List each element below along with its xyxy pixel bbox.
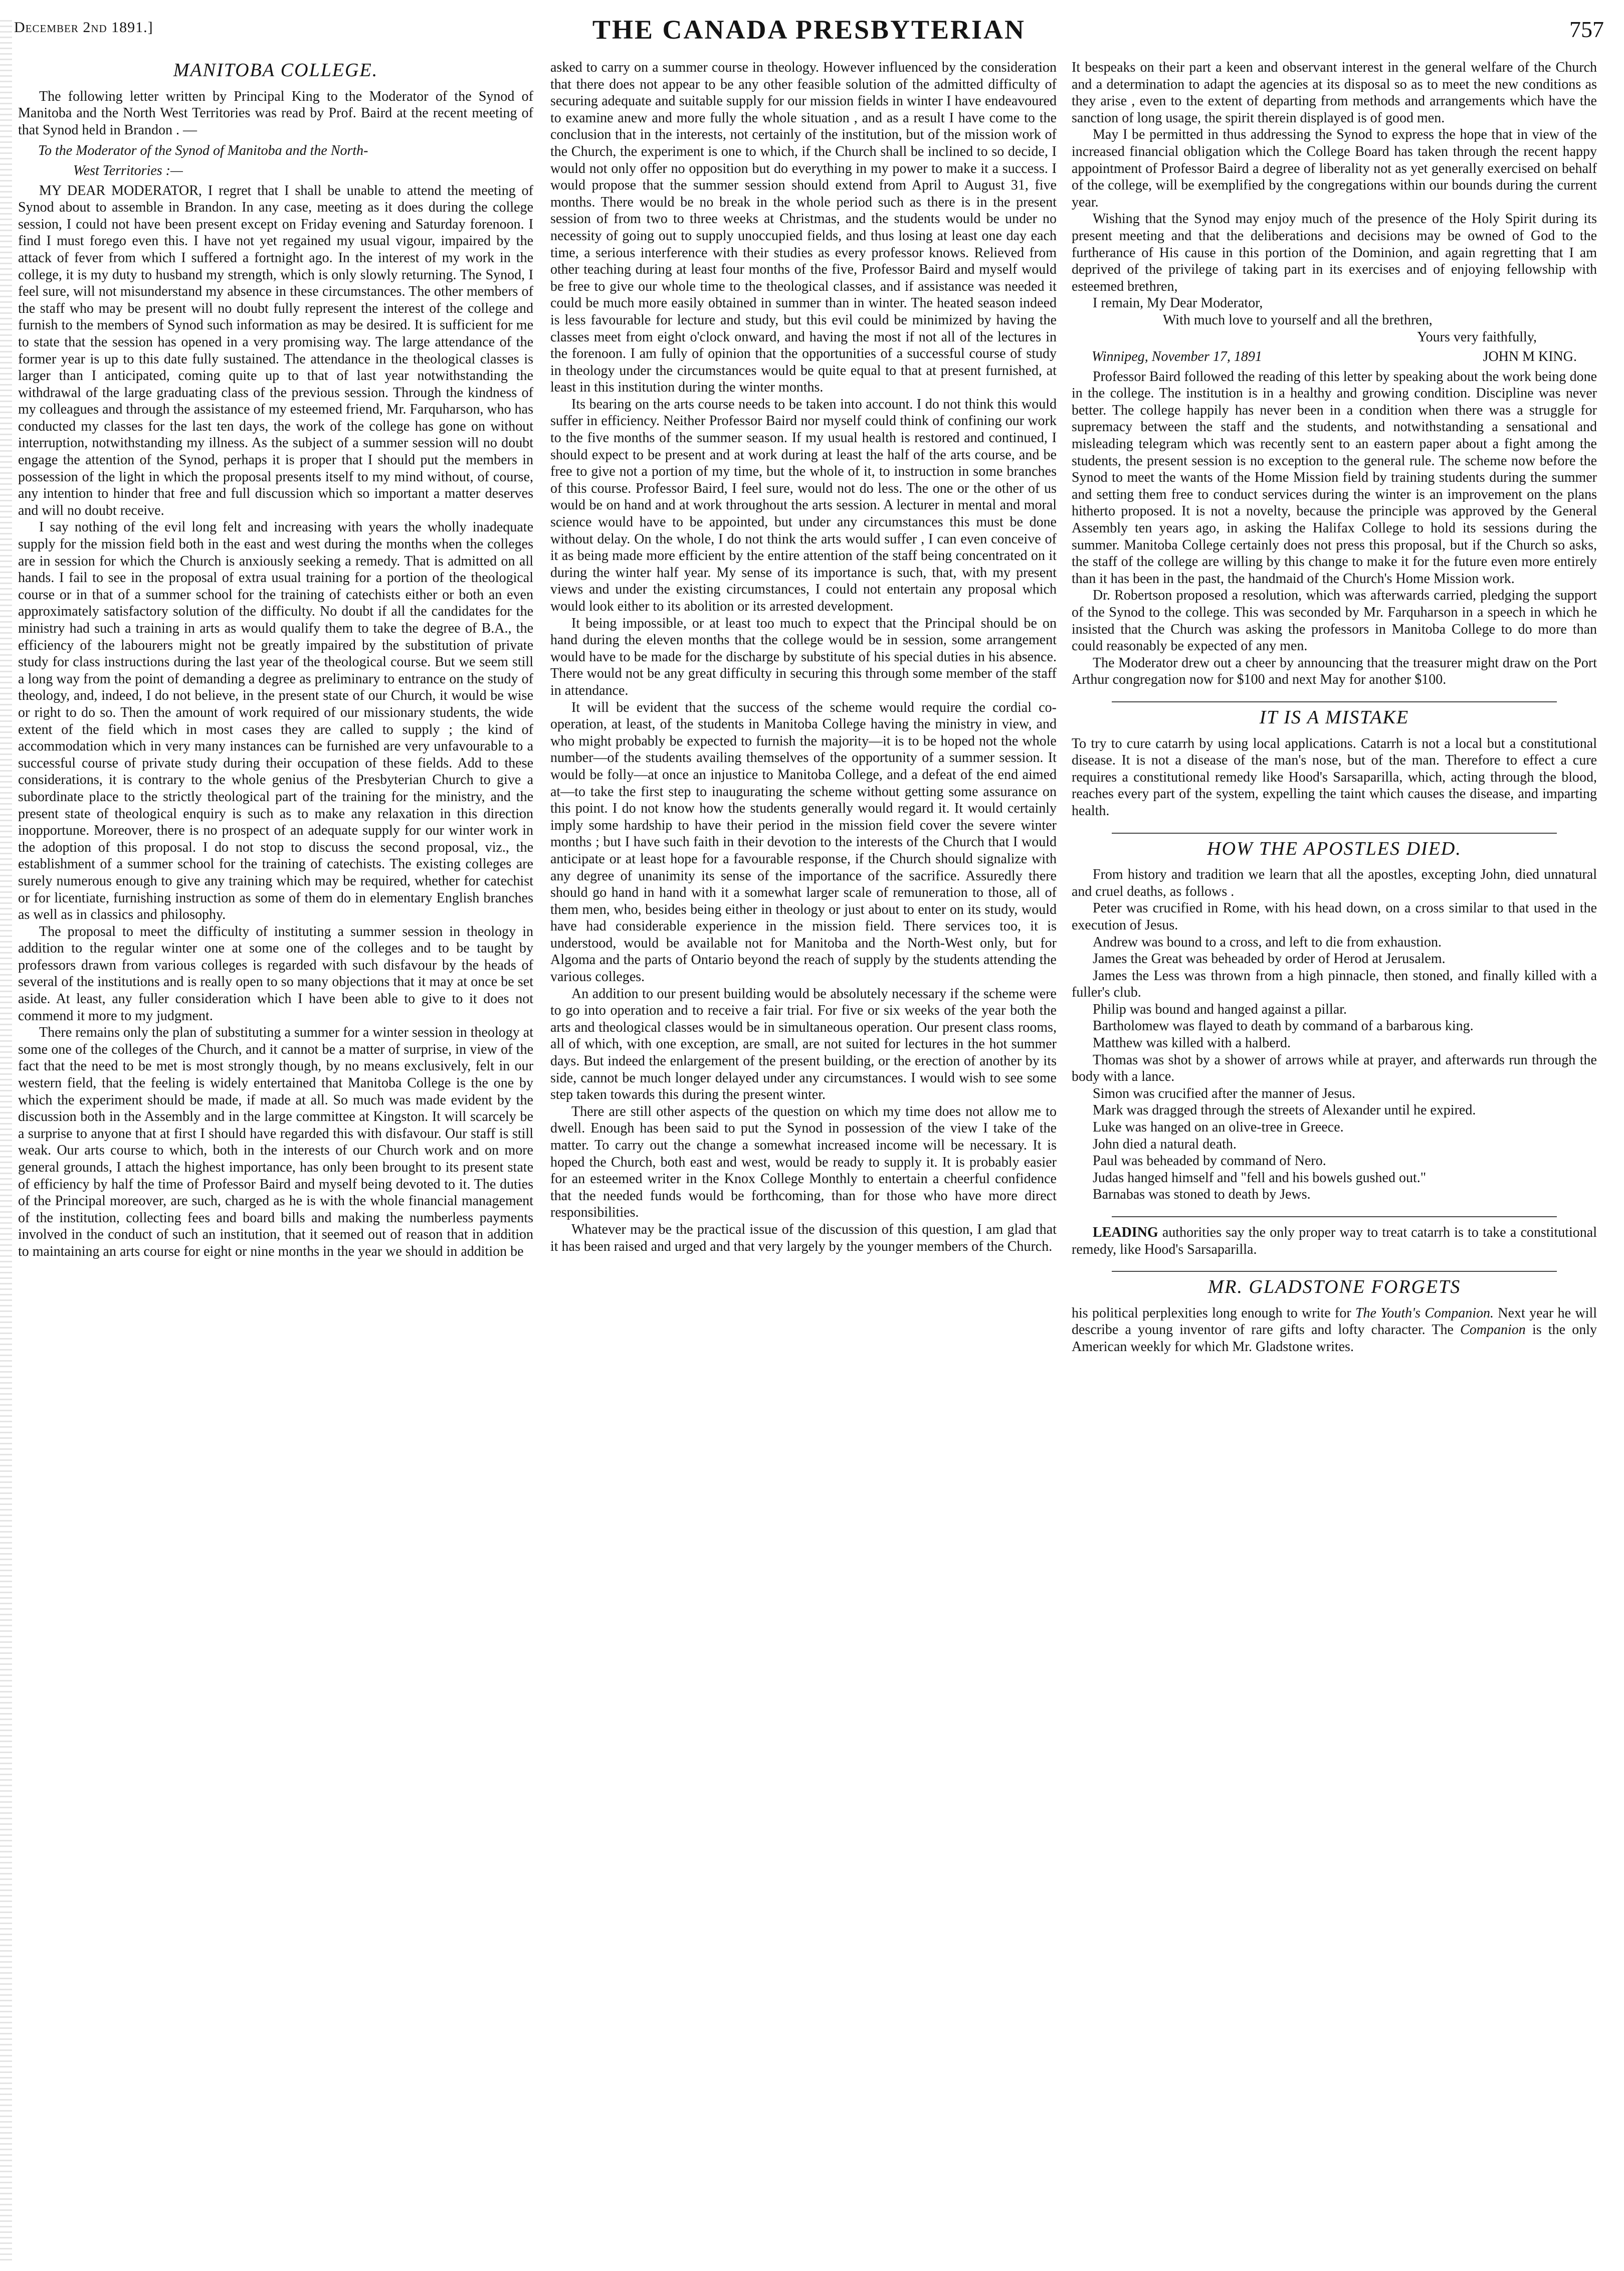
column-3 (1072, 59, 1597, 2255)
gladstone-text: is the only American weekly for which Mr. Gladstone writes. (1072, 1322, 1597, 1355)
ad-leading (1072, 1224, 1597, 1258)
list-item: From history and tradition we learn that all the apostles, excepting John, died unnatural and cruel deaths, as follows . (1072, 867, 1597, 899)
article-heading-mistake: IT IS A MISTAKE (1259, 706, 1409, 728)
ad-leading-body: authorities say the only proper way to treat catarrh is to take a constitutional remedy, like Hood's Sarsaparilla. (1072, 1225, 1597, 1257)
section-rule (1112, 1271, 1557, 1272)
column-2 (550, 59, 1057, 2255)
issue-date: December 2nd 1891.] (14, 19, 153, 36)
list-item: Andrew was bound to a cross, and left to die from exhaustion. (1093, 934, 1442, 950)
list-item: James the Great was beheaded by order of Herod at Jerusalem. (1093, 951, 1446, 967)
list-item: James the Less was thrown from a high pinnacle, then stoned, and finally killed with a fuller's club. (1072, 968, 1597, 1001)
article-heading-apostles: HOW THE APOSTLES DIED. (1207, 838, 1462, 859)
list-item: Paul was beheaded by command of Nero. (1093, 1153, 1326, 1169)
ad-lead-word: LEADING (1093, 1225, 1158, 1240)
letter-paragraph: It will be evident that the success of the scheme would require the cordial co-operation, at least, of the students in Manitoba College having the ministry in view, and who might probably be expected to furnish the majority—it is to be hoped not the whole number—of the students availing themselves of the opportunity of a summer session. It would be folly—at once an injustice to Manitoba College, and a defeat of the end aimed at—to take the first step to inaugurating the scheme without getting some assurance on this point. I do not know how the students generally would regard it. It would certainly imply some hardship to have their period in the mission field cover the severe winter months ; but I have such faith in their devotion to the interests of the Church that I would anticipate or at least hope for a favourable response, if the Church should signalize with any degree of unanimity its sense of the importance of the sacrifice. Assuredly there should go hand in hand with it a somewhat larger scale of remuneration to those, all of them men, who, besides being either in theology or just about to enter on its study, would have had considerable experience in the mission field. There services too, it is understood, would be available not for Manitoba and the North-West only, but for Algoma and the parts of Ontario beyond the reach of supply by the students attending the various colleges. (550, 699, 1057, 985)
publication-name: Companion (1460, 1322, 1526, 1338)
letter-paragraph: The proposal to meet the difficulty of instituting a summer session in theology in addition to the regular winter one at some one of the colleges and to be taught by professors drawn from various colleges is regarded with such disfavour by the heads of several of the institutions and is really open to so many objections that it may at once be set aside. At least, any fuller consideration which I have been able to give to it does not commend it more to my judgment. (18, 923, 533, 1024)
article-intro: The following letter written by Principal King to the Moderator of the Synod of Manitoba and the North West Territories was read by Prof. Baird at the recent meeting of that Synod held in Brandon . — (18, 88, 533, 138)
letter-paragraph: There are still other aspects of the question on which my time does not allow me to dwell. Enough has been said to put the Synod in possession of the view I take of the matter. To carry out the change a somewhat increased income will be necessary. It is hoped the Church, both east and west, would be ready to supply it. It is probably easier for an esteemed writer in the Knox College Monthly to entertain a cheerful confidence that the needed funds would be forthcoming, than for those who have more direct responsibilities. (550, 1103, 1057, 1221)
list-item: Peter was crucified in Rome, with his head down, on a cross similar to that used in the execution of Jesus. (1072, 900, 1597, 933)
report-paragraph: Dr. Robertson proposed a resolution, which was afterwards carried, pledging the support of the Synod to the college. This was seconded by Mr. Farquharson in a speech in which he insisted that the Church was asking the professors in Manitoba College to do more than could reasonably be expected of any men. (1072, 588, 1597, 654)
letter-paragraph: Its bearing on the arts course needs to be taken into account. I do not think this would suffer in efficiency. Neither Professor Baird nor myself could think of confining our work to the five months of the summer season. If my usual health is restored and continued, I should expect to be present and at work during at least the half of the arts course, and be free to give not a portion of my time, but the whole of it, to instruction in some branches of this course. Professor Baird, I feel sure, would not do less. The one or the other of us would be on hand and at work throughout the arts session. A lecturer in mental and moral science would have to be appointed, but under any circumstances this must be done without delay. On the whole, I do not think the arts would suffer , I can even conceive of it as being made more efficient by the entire attention of the staff being concentrated on it during the winter half year. My sense of its importance is such, that, with my present views and under the existing circumstances, I could not entertain any proposal which would look either to its abolition or its arrested development. (550, 396, 1057, 614)
letter-paragraph: An addition to our present building would be absolutely necessary if the scheme were to go into operation and to receive a fair trial. For five or six weeks of the year both the arts and theological classes would be in simultaneous operation. Our present class rooms, all of which, with one exception, are small, are not suited for lectures in the hot summer days. But indeed the enlargement of the present building, or the erection of another by its side, cannot be much longer delayed under any circumstances. I would wish to see some step taken towards this during the present winter. (550, 986, 1057, 1103)
column-1 (18, 59, 533, 2255)
letter-paragraph: asked to carry on a summer course in theology. However influenced by the consideration that there does not appear to be any other feasible solution of the admitted difficulty of securing adequate and suitable supply for our mission fields in winter I have endeavoured to examine anew and more fully the whole situation , and as a result I have come to the conclusion that in the interests, not certainly of the institution, but of the mission work of the Church, the experiment is one to which, if the Church shall be inclined to so decide, I would not only offer no opposition but do everything in my power to make it a success. I would propose that the summer session should extend from April to August 31, five months. There would be no break in the whole period such as there is in the present session of from two to three weeks at Christmas, and the students would be under no necessity of going out to supply unoccupied fields, and thus losing at least one day each time, a serious interference with their studies as every professor knows. Relieved from other teaching during at least four months of the five, Professor Baird and myself would be free to give our whole time to the theological classes, and if assistance was needed it could be much more easily obtained in summer than in winter. The heated season indeed is less favourable for lecture and study, but this evil could be minimized by having the classes meet from eight o'clock onward, and having the most if not all of the lectures in the forenoon. I am fully of opinion that the opportunities of a successful course of study in theology under the circumstances would be quite equal to that at present furnished, at least in this institution during the winter months. (550, 60, 1057, 396)
article-heading-gladstone: MR. GLADSTONE FORGETS (1207, 1276, 1461, 1298)
list-item: Simon was crucified after the manner of Jesus. (1093, 1085, 1356, 1101)
letter-closing: With much love to yourself and all the brethren, (1163, 312, 1433, 328)
signature-place-date: Winnipeg, November 17, 1891 (1092, 349, 1262, 365)
list-item: Thomas was shot by a shower of arrows while at prayer, and afterwards run through the body with a lance. (1072, 1052, 1597, 1085)
letter-paragraph: There remains only the plan of substituting a summer for a winter session in theology at some one of the colleges of the Church, and it cannot be a matter of surprise, in view of the fact that the need to be met is most strongly though, by no means exclusively, felt in our western field, that the feeling is widely entertained that Manitoba College is the one by which the experiment should be made, if made at all. So much was made evident by the discussion both in the Assembly and in the large committee at Kingston. It will scarcely be a surprise to anyone that at first I should have regarded this with disfavour. Our staff is still weak. Our arts course to which, both in the interests of our Church work and on more general grounds, I attach the highest importance, has only been brought to its present state of efficiency by half the time of Professor Baird and myself being devoted to it. The duties of the Principal moreover, are such, charged as he is with the whole financial management of the institution, collecting fees and board bills and making the numberless payments involved in the conduct of such an institution, that it seemed out of reason that in addition to maintaining an arts course for eight or nine months in the year we should in addition be (18, 1025, 533, 1259)
letter-paragraph: Wishing that the Synod may enjoy much of the presence of the Holy Spirit during its present meeting and that the deliberations and decisions may be owned of God to the furtherance of His cause in this portion of the Dominion, and again regretting that I am deprived of the privilege of taking part in its exercises and of enjoying fellowship with esteemed brethren, (1072, 211, 1597, 294)
salutation-line-2: West Territories :— (73, 162, 183, 178)
letter-paragraph: It being impossible, or at least too much to expect that the Principal should be on hand during the eleven months that the college would be in session, some arrangement would have to be made for the discharge by substitute of his special duties in his absence. There would not be any great difficulty in securing this through some member of the staff in attendance. (550, 615, 1057, 698)
letter-paragraph: MY DEAR MODERATOR, I regret that I shall be unable to attend the meeting of Synod about to assemble in Brandon. In any case, meeting as it does during the college session, I could not have been present except on Friday evening and Saturday forenoon. I find I must forego even this. I have not yet regained my usual vigour, impaired by the attack of fever from which I suffered a fortnight ago. In the interest of my work in the college, it is my duty to husband my strength, which is only slowly returning. The Synod, I feel sure, will not misunderstand my absence in these circumstances. The other members of the staff who may be present will no doubt fully represent the interest of the college and furnish to the members of Synod such information as may be desired. It is sufficient for me to state that the session has opened in a very promising way. The large attendance of the former year is up to this date fully sustained. The attendance in the theological classes is larger than I anticipated, coming quite up to that of last year notwithstanding the withdrawal of the large graduating class of the previous session. Through the kindness of my colleagues and through the assistance of my esteemed friend, Mr. Farquharson, who has conducted my classes for the last ten days, the work of the college has gone on without interruption, notwithstanding my illness. As the subject of a summer session will no doubt engage the attention of the Synod, perhaps it is proper that I should put the members in possession of the light in which the proposal presents itself to my mind without, of course, any intention to hinder that free and full discussion which so important a matter deserves and will no doubt receive. (18, 182, 533, 518)
list-item: Judas hanged himself and "fell and his bowels gushed out." (1093, 1170, 1427, 1186)
letter-closing: Yours very faithfully, (1417, 329, 1537, 345)
gladstone-text: Next year he will describe a young inventor of rare gifts and lofty character. The (1072, 1305, 1597, 1338)
list-item: Mark was dragged through the streets of Alexander until he expired. (1093, 1102, 1476, 1118)
letter-closing: I remain, My Dear Moderator, (1093, 295, 1263, 311)
signature-line (1072, 348, 1597, 365)
list-item: Philip was bound and hanged against a pillar. (1093, 1001, 1347, 1017)
report-paragraph: Professor Baird followed the reading of this letter by speaking about the work being done in the college. The institution is in a healthy and growing condition. Discipline was never better. The college happily has never been in a condition when there was a struggle for supremacy between the staff and the students, and notwithstanding a sensational and misleading telegram which was recently sent to an eastern paper about a fight among the students, the present session is no exception to the general rule. The scheme now before the Synod to meet the wants of the Home Mission field by training students during the summer and setting them free to conduct services during the winter is an improvement on the plans hitherto proposed. It is not a novelty, because the principle was approved by the General Assembly ten years ago, in asking the Halifax College to hold its sessions during the summer. Manitoba College certainly does not press this proposal, but if the Church so asks, the staff of the college are willing by this change to make it for the future even more entirely than it has been in the past, the handmaid of the Church's Home Mission work. (1072, 368, 1597, 587)
list-item: Bartholomew was flayed to death by command of a barbarous king. (1093, 1018, 1474, 1034)
section-rule (1112, 1216, 1557, 1217)
binding-edge (0, 20, 12, 2261)
article-heading-manitoba: MANITOBA COLLEGE. (173, 60, 378, 81)
signature-name: JOHN M KING. (1483, 349, 1577, 365)
publication-name: The Youth's Companion. (1355, 1305, 1494, 1321)
masthead-title: THE CANADA PRESBYTERIAN (592, 15, 1026, 45)
gladstone-text: his political perplexities long enough to write for (1072, 1305, 1355, 1321)
list-item: Matthew was killed with a halberd. (1093, 1035, 1291, 1051)
letter-paragraph: It bespeaks on their part a keen and observant interest in the general welfare of the Church and a determination to adapt the agencies at its disposal so as to meet the new conditions as they arise , even to the extent of departing from methods and arrangements which have the sanction of long usage, the spirit therein displayed is of good men. (1072, 60, 1597, 126)
letter-paragraph: May I be permitted in thus addressing the Synod to express the hope that in view of the increased financial obligation which the College Board has taken through the recent happy appointment of Professor Baird a degree of liberality not as yet generally exercised on behalf of the college, will be exemplified by the congregations within our bounds during the current year. (1072, 127, 1597, 210)
section-rule (1112, 701, 1557, 702)
letter-paragraph: I say nothing of the evil long felt and increasing with years the wholly inadequate supply for the mission field both in the east and west during the months when the colleges are in session for which the Church is anxiously seeking a remedy. That is admitted on all hands. I fail to see in the proposal of extra usual training for a portion of the theological course or in that of a summer school for the training of catechists either or both an even approximately satisfactory solution of the difficulty. No doubt if all the candidates for the ministry had such a training in arts as would qualify them to take the degree of B.A., the efficiency of the labourers might not be greatly impaired by the substitution of private study for class instructions during the last year of the theological course. But we seem still a long way from the point of demanding a degree as preliminary to entrance on the study of theology, and, indeed, I do not believe, in the present state of our Church, it would be wise or right to do so. Then the amount of work required of our missionary students, the wide extent of the field which in most cases they are called to supply ; the kind of accommodation which in very many instances can be furnished are very unfavourable to a successful course of private study during their occupation of these fields. Add to these considerations, it is contrary to the whole genius of the Presbyterian Church to give a subordinate place to the strictly theological part of the training for the ministry, and the present state of theological enquiry is such as to make any relaxation in this direction inopportune. Moreover, there is no prospect of an adequate supply for our winter work in the adoption of this proposal. I do not stop to discuss the second proposal, viz., the establishment of a summer school for the training of catechists. The existing colleges are surely numerous enough to give any training which may be required, whether for catechist or for licentiate, furnishing instruction as some of them do in elementary English branches as well as in classics and philosophy. (18, 519, 533, 923)
page-number: 757 (1569, 17, 1604, 42)
salutation-line-1: To the Moderator of the Synod of Manitoba and the North- (38, 143, 368, 159)
apostles-list (1072, 866, 1597, 1203)
report-paragraph: The Moderator drew out a cheer by announcing that the treasurer might draw on the Port Arthur congregation now for $100 and next May for another $100. (1072, 655, 1597, 688)
letter-paragraph: Whatever may be the practical issue of the discussion of this question, I am glad that it has been raised and urged and that very largely by the younger members of the Church. (550, 1221, 1057, 1254)
gladstone-body (1072, 1305, 1597, 1356)
ad-body: To try to cure catarrh by using local applications. Catarrh is not a local but a constitutional disease. It is not a disease of the man's nose, but of the man. Therefore to effect a cure requires a constitutional remedy like Hood's Sarsaparilla, which, acting through the blood, reaches every part of the system, expelling the taint which causes the disease, and imparting health. (1072, 735, 1597, 819)
list-item: Barnabas was stoned to death by Jews. (1093, 1187, 1311, 1203)
running-head (14, 10, 1604, 50)
list-item: Luke was hanged on an olive-tree in Greece. (1093, 1119, 1344, 1136)
list-item: John died a natural death. (1093, 1136, 1237, 1152)
section-rule (1112, 833, 1557, 834)
